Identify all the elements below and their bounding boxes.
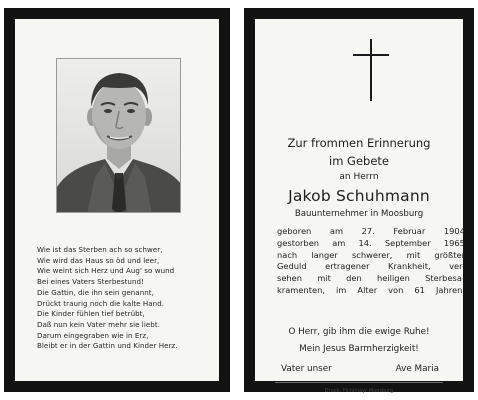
poem-line: Drückt traurig noch die kalte Hand. xyxy=(37,298,165,308)
poem-line: Daß nun kein Vater mehr sie liebt. xyxy=(37,319,160,329)
poem-line: Wie wird das Haus so öd und leer, xyxy=(37,255,160,265)
biography-word: Sterbesa- xyxy=(425,273,465,284)
poem-line: Darum eingegraben wie in Erz, xyxy=(37,330,149,340)
biography-line xyxy=(277,238,465,250)
biography-line xyxy=(277,273,465,285)
biography-line xyxy=(277,261,465,273)
biography-word: Geduld xyxy=(277,261,307,272)
card-inner-right xyxy=(255,19,465,394)
prayer-line-3 xyxy=(281,364,439,374)
divider xyxy=(275,382,443,383)
biography-word: von xyxy=(388,284,404,295)
biography-word: im xyxy=(336,284,347,295)
memorial-poem xyxy=(37,245,217,352)
biography-word: 1904 xyxy=(443,226,465,236)
poem-line: Bleibt er in der Gattin und Kinder Herz. xyxy=(37,341,178,351)
biography-word: ver- xyxy=(449,261,465,272)
deceased-occupation: Bauunternehmer in Moosburg xyxy=(294,209,424,219)
biography-word: nach xyxy=(277,249,298,260)
biography-word: Jahren. xyxy=(435,284,465,295)
biography-word: ertragener xyxy=(325,261,370,272)
portrait-photo xyxy=(56,58,181,213)
biography-word: Februar xyxy=(393,226,426,236)
biography-word: heiligen xyxy=(377,273,410,284)
biography-word: mit xyxy=(317,273,331,284)
poem-line: Bei eines Vaters Sterbestund! xyxy=(37,277,144,287)
printer-credit: Druck: Pichlmayr Moosburg xyxy=(324,388,394,394)
biography-word: am xyxy=(332,237,346,248)
biography-word: 14. xyxy=(358,237,372,248)
poem-line: Wie weint sich Herz und Aug' so wund xyxy=(37,266,175,276)
biography-word: gestorben xyxy=(277,237,320,248)
poem-line: Wie ist das Sterben ach so schwer, xyxy=(37,245,163,254)
biography-word: schwerer, xyxy=(351,249,393,260)
card-inner-left xyxy=(15,19,219,381)
biography-line xyxy=(277,250,465,262)
biography-word: 1965 xyxy=(443,237,465,248)
poem-line: Die Gattin, die ihn sein genannt, xyxy=(37,287,154,297)
deceased-name: Jakob Schuhmann xyxy=(288,187,430,205)
prayer-line-2: Mein Jesus Barmherzigkeit! xyxy=(299,344,419,354)
biography-word: 61 xyxy=(414,284,425,295)
poem-line: Die Kinder fühlen tief betrübt, xyxy=(37,309,145,319)
portrait-image xyxy=(57,59,181,213)
biography-word: Krankheit, xyxy=(388,261,431,272)
prayer-line: O Herr, gib ihm die ewige Ruhe! xyxy=(288,327,430,337)
cross-icon xyxy=(351,39,391,101)
biography-word: sehen xyxy=(277,273,303,284)
dedication-line-2: im Gebete xyxy=(329,154,389,168)
prayer-vater-unser: Vater unser xyxy=(281,364,332,374)
memorial-card-left xyxy=(4,8,230,392)
dedication-line: Zur frommen Erinnerung xyxy=(287,136,431,150)
biography-word: September xyxy=(384,237,431,248)
biography-word: Alter xyxy=(357,284,378,295)
biography-word: am xyxy=(329,226,344,236)
dedication-line-3: an Herrn xyxy=(339,172,379,182)
biography-word: den xyxy=(346,273,362,284)
biography-word: größter xyxy=(434,249,465,260)
biography-word: geboren xyxy=(277,226,312,236)
biography-word: langer xyxy=(311,249,338,260)
biography-word: 27. xyxy=(361,226,375,236)
biography-text xyxy=(277,226,465,297)
biography-line xyxy=(277,226,465,238)
biography-word: kramenten, xyxy=(277,284,325,295)
biography-line xyxy=(277,285,465,297)
prayer-ave-maria: Ave Maria xyxy=(395,364,439,374)
memorial-card-right xyxy=(244,8,474,392)
biography-word: mit xyxy=(406,249,421,260)
